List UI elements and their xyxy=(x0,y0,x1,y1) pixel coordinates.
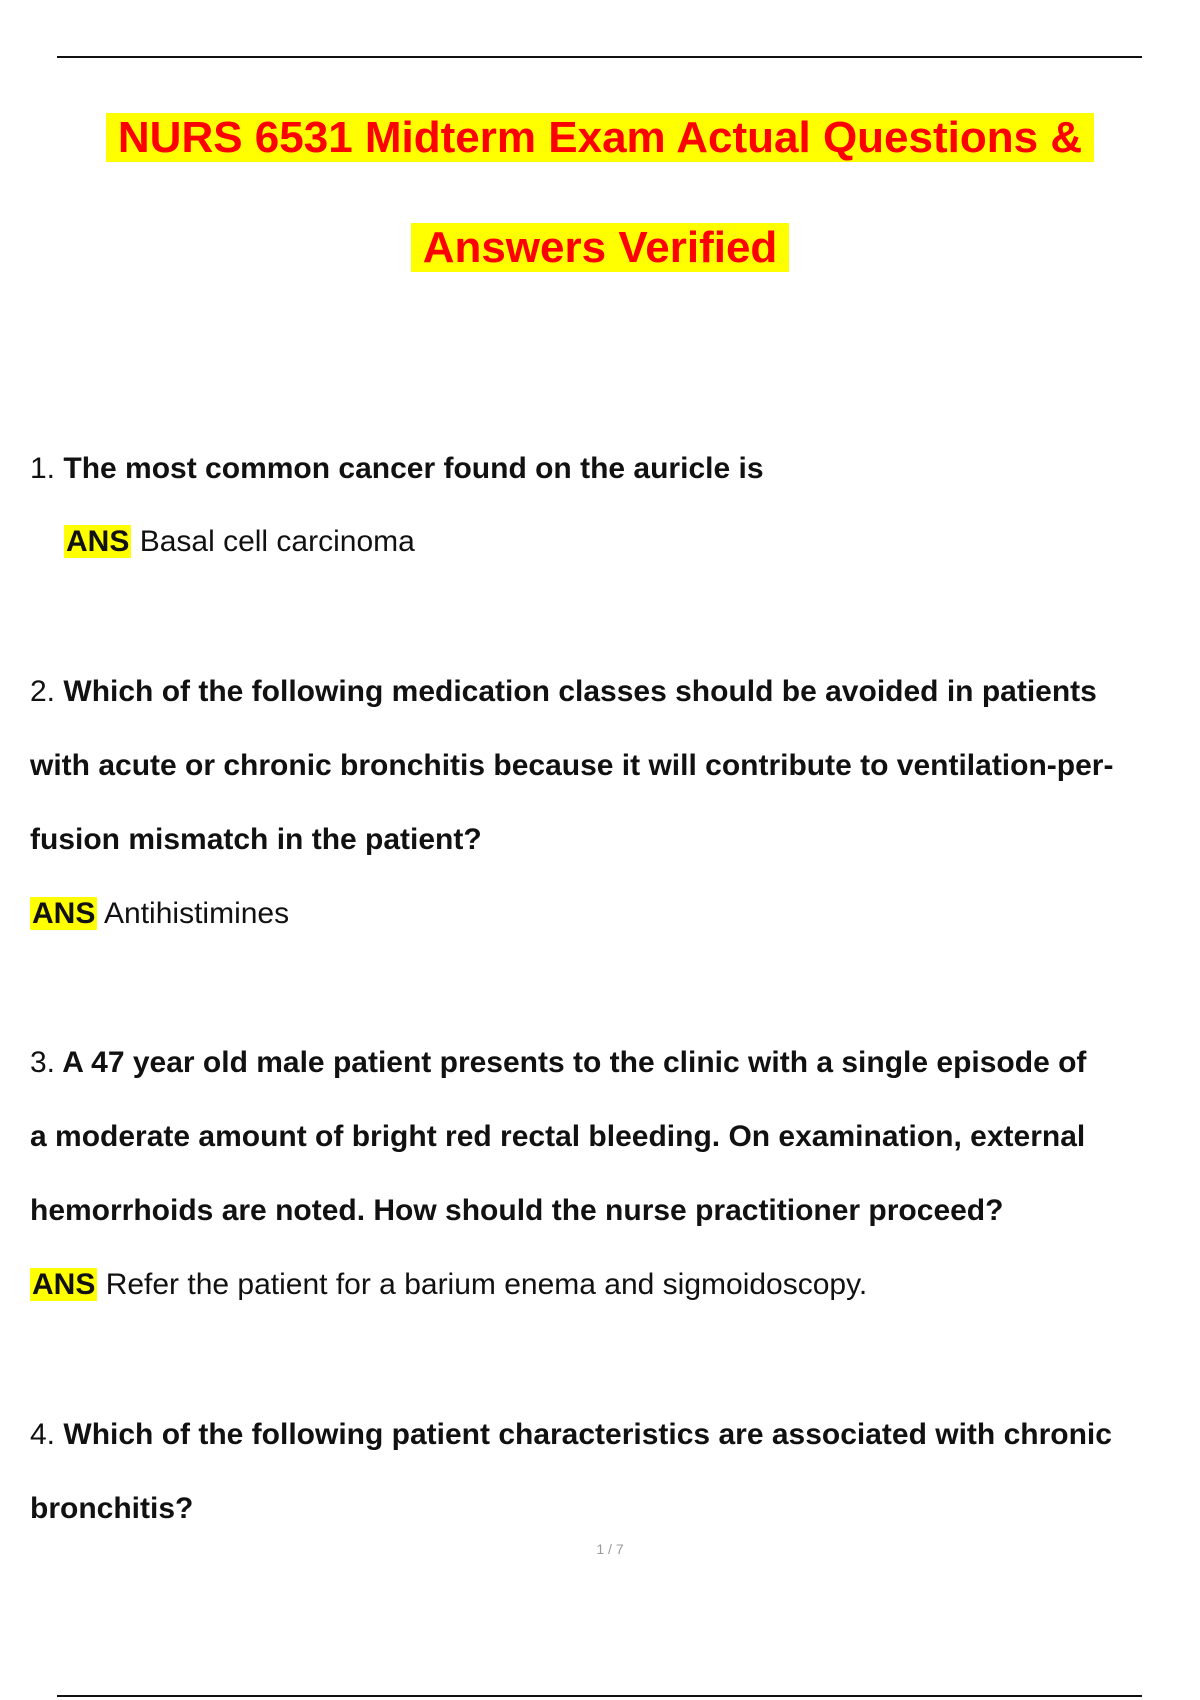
question-3 xyxy=(30,1043,1086,1083)
answer-tag: ANS xyxy=(32,897,96,930)
page-number: 1 / 7 xyxy=(596,1541,624,1557)
question-4-line-2: bronchitis? xyxy=(30,1492,194,1525)
question-2 xyxy=(30,672,1097,712)
answer-text: Refer the patient for a barium enema and sigmoidoscopy. xyxy=(105,1268,868,1301)
answer-text: Basal cell carcinoma xyxy=(139,525,415,558)
question-text: Which of the following patient characteristics are associated with chronic xyxy=(63,1418,1112,1451)
question-text: Which of the following medication classes should be avoided in patients xyxy=(63,675,1097,708)
question-number: 1. xyxy=(30,452,56,485)
top-divider xyxy=(57,56,1142,58)
answer-1 xyxy=(64,522,415,562)
document-title-line-2: Answers Verified xyxy=(0,220,1200,276)
bottom-divider xyxy=(57,1695,1142,1697)
question-2-line-2: with acute or chronic bronchitis because it will contribute to ventilation-per- xyxy=(30,749,1114,782)
question-text: A 47 year old male patient presents to the clinic with a single episode of xyxy=(62,1046,1087,1079)
question-number: 4. xyxy=(30,1418,56,1451)
answer-tag: ANS xyxy=(66,525,130,558)
question-4 xyxy=(30,1415,1112,1455)
question-number: 3. xyxy=(30,1046,56,1079)
answer-3 xyxy=(30,1265,867,1305)
answer-tag: ANS xyxy=(32,1268,96,1301)
question-number: 2. xyxy=(30,675,56,708)
question-text: The most common cancer found on the auricle is xyxy=(63,452,764,485)
answer-text: Antihistimines xyxy=(104,897,290,930)
question-2-line-3: fusion mismatch in the patient? xyxy=(30,823,482,856)
answer-2 xyxy=(30,894,289,934)
question-3-line-2: a moderate amount of bright red rectal bleeding. On examination, external xyxy=(30,1120,1086,1153)
question-1 xyxy=(30,449,764,489)
document-title-line-1: NURS 6531 Midterm Exam Actual Questions & xyxy=(0,110,1200,166)
question-3-line-3: hemorrhoids are noted. How should the nurse practitioner proceed? xyxy=(30,1194,1004,1227)
